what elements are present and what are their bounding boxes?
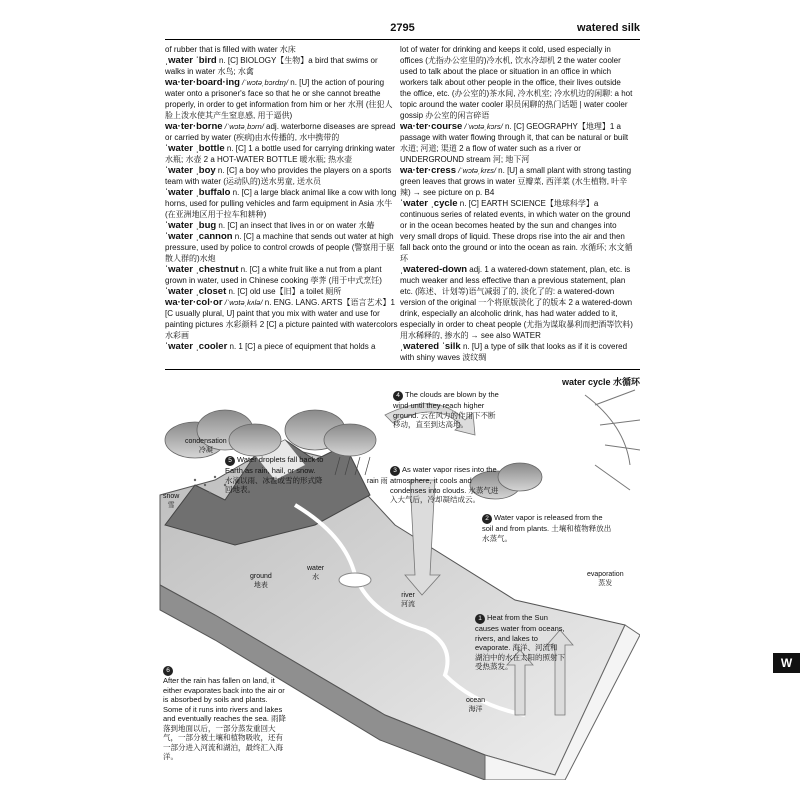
thumb-index-tab: W <box>773 653 800 673</box>
pronunciation: /ˈwɔtəˌkɔrs/ <box>462 122 503 131</box>
headword: ˌwatered ˈsilk <box>400 341 461 352</box>
headword: ˈwater ˌcycle <box>400 198 458 209</box>
label-river: river 河流 <box>401 592 415 608</box>
headword: ˈwater ˌbottle <box>165 143 225 154</box>
dictionary-entry <box>165 55 398 77</box>
definition: adj. 1 a watered-down statement, plan, etc. is much weaker and less effective than a previous statement, plan etc. (陈述、计划等)语气减弱了的, 淡化了的: a watered-down version of the original 一个将原版淡化了的版本 2 a watered-down drink, especially an alcoholic drink, has had water added to it, especially in order to cheat people (尤指为谋取暴利而把酒等饮料)用水稀释的, 掺水的 → see also WATER <box>400 265 633 340</box>
dictionary-entry <box>400 341 633 363</box>
definition: n. [C] 1 a bottle used for carrying drinking water 水瓶; 水壶 2 a HOT-WATER BOTTLE 暖水瓶; 热水壶 <box>165 144 395 164</box>
headword: ˈwater ˌchestnut <box>165 264 239 275</box>
dictionary-entry: lot of water for drinking and keeps it cold, used especially in offices (尤指办公室里的)冷水机, 饮水冷却机 2 the water cooler used to talk about the place or situation in an office in which workers talk about other people in the office, their lives outside the office, etc. (办公室的)茶水间, 冷水机室; 冷水机边的闲聊: a hot topic around the water cooler 职员闲聊的热门话题 | water cooler gossip 办公室的闲言碎语 <box>400 45 633 120</box>
headword: ˈwater ˌbug <box>165 220 217 231</box>
pronunciation: /ˈwɔtəˌkʌlə/ <box>222 298 263 307</box>
step-2: 2 Water vapor is released from the soil and from plants. 土壤和植物释放出水蒸气。 <box>482 513 612 543</box>
definition: n. [C] old use【旧】a toilet 厕所 <box>226 287 342 296</box>
dictionary-entry <box>165 220 398 231</box>
definition: n. 1 [C] a piece of equipment that holds a <box>227 342 376 351</box>
step-3: 3 As water vapor rises into the atmosphere, it cools and condenses into clouds. 水蒸气进入大气后，冷却凝结成云。 <box>390 465 499 504</box>
headword: ˌwater ˈbird <box>165 55 217 66</box>
definition: n. ENG. LANG. ARTS【语言艺术】1 [C usually plural, U] paint that you mix with water and use for painting pictures 水彩颜料 2 [C] a picture painted with watercolors 水彩画 <box>165 298 398 340</box>
step-4: 4 The clouds are blown by the wind until they reach higher ground. 云在风力的作用下不断移动，直至到达高地。 <box>393 390 499 429</box>
dictionary-entry <box>400 121 633 165</box>
dictionary-entry <box>165 121 398 143</box>
definition: n. [U] the action of pouring water onto a prisoner's face so that he or she cannot breathe properly, in order to get information from him or her 水刑 (往犯人脸上泼水使其产生窒息感, 用于逼供) <box>165 78 393 120</box>
figure-title: water cycle 水循环 <box>561 377 640 387</box>
pronunciation: /ˈwɔtəˌkrɛs/ <box>455 166 496 175</box>
dictionary-entry <box>400 198 633 264</box>
dictionary-entry <box>400 165 633 198</box>
step-5: 5 Water droplets fall back to Earth as rain, hail, or snow. 水滴以雨、冰雹或雪的形式降回地表。 <box>225 455 324 494</box>
dictionary-entry <box>165 341 398 352</box>
dictionary-entry <box>165 165 398 187</box>
dictionary-column-left <box>165 44 398 352</box>
page-number: 2795 <box>390 22 415 34</box>
headword: wa·ter·course <box>400 121 463 132</box>
definition: n. [C] an insect that lives in or on water 水蝽 <box>216 221 375 230</box>
definition: n. [C] a boy who provides the players on a sports team with water (运动队的)送水男童, 送水员 <box>165 166 392 186</box>
guide-words: watered silk <box>577 22 640 34</box>
definition: adj. waterborne diseases are spread or carried by water (疾病)由水传播的, 水中携带的 <box>165 122 396 142</box>
headword: wa·ter·board·ing <box>165 77 240 88</box>
dictionary-entry <box>165 187 398 220</box>
headword: ˈwater ˌcannon <box>165 231 233 242</box>
headword: ˈwater ˌboy <box>165 165 216 176</box>
label-water: water 水 <box>307 565 325 581</box>
headword: wa·ter·cress <box>400 165 456 176</box>
headword: wa·ter·col·or <box>165 297 223 308</box>
definition: n. [C] GEOGRAPHY【地理】1 a passage with water flowing through it, that can be natural or built 水道; 河道; 渠道 2 a flow of water such as a river or UNDERGROUND stream 河; 地下河 <box>400 122 629 164</box>
headword: wa·ter·borne <box>165 121 223 132</box>
pronunciation: /ˈwɔtəˌbɔrn/ <box>222 122 264 131</box>
label-snow: snow 雪 <box>163 493 180 509</box>
dictionary-column-right <box>400 44 633 363</box>
label-condensation: condensation 冷凝 <box>185 438 227 454</box>
dictionary-entry <box>165 231 398 264</box>
definition: n. [U] a type of silk that looks as if it is covered with shiny waves 波纹绸 <box>400 342 628 362</box>
dictionary-entry <box>165 264 398 286</box>
step-6: 6 After the rain has fallen on land, it either evaporates back into the air or is absorbed by soils and plants. Some of it runs into rivers and lakes and eventually reaches the sea. 雨降落到地面以后，一部分蒸发重回大气，一部分被土壤和植物吸收，还有一部分进入河流和湖泊，最终汇入海洋。 <box>163 667 286 761</box>
headword: ˈwater ˌcloset <box>165 286 227 297</box>
step-1: 1 Heat from the Sun causes water from oceans, rivers, and lakes to evaporate. 海洋、河流和湖泊中的水在太阳的照射下受热蒸发。 <box>475 613 565 671</box>
definition: n. [C] a large black animal like a cow with long horns, used for pulling vehicles and farm equipment in Asia 水牛 (在亚洲地区用于拉车和耕种) <box>165 188 397 219</box>
sun-icon <box>585 390 640 490</box>
label-evaporation: evaporation 蒸发 <box>587 571 624 587</box>
dictionary-entry <box>165 143 398 165</box>
definition: n. [C] EARTH SCIENCE【地球科学】a continuous series of related events, in which water on the ground or in the ocean becomes heated by the sun and changes into very small drops of liquid. These drops rise into the air and then fall back onto the ground or into the ocean as rain. 水循环; 水文循环 <box>400 199 633 263</box>
definition: n. [C] a machine that sends out water at high pressure, used by police to control crowds of people (警察用于驱散人群的)水炮 <box>165 232 395 263</box>
definition: n. [C] BIOLOGY【生物】a bird that swims or walks in water 水鸟; 水禽 <box>165 56 378 76</box>
dictionary-entry <box>400 264 633 341</box>
label-ocean: ocean 海洋 <box>466 697 486 713</box>
section-divider <box>165 369 640 370</box>
definition: n. [C] a white fruit like a nut from a plant grown in water, used in Chinese cooking 荸荠 (用于中式烹饪) <box>165 265 382 285</box>
page-header <box>165 22 640 40</box>
pronunciation: /ˈwɔtəˌbɔrdɪŋ/ <box>239 78 289 87</box>
dictionary-entry <box>165 286 398 297</box>
headword: ˌwatered-down <box>400 264 468 275</box>
definition: n. [U] a small plant with strong tasting green leaves that grows in water 豆瓣菜, 西洋菜 (水生植物, 叶辛辣) → see picture on p. B4 <box>400 166 632 197</box>
dictionary-entry: of rubber that is filled with water 水床 <box>165 45 296 54</box>
water-cycle-diagram <box>155 385 640 780</box>
label-rain: rain 雨 <box>367 478 388 485</box>
headword: ˈwater ˌbuffalo <box>165 187 231 198</box>
label-ground: ground 地表 <box>250 573 272 589</box>
dictionary-entry <box>165 297 398 341</box>
headword: ˈwater ˌcooler <box>165 341 228 352</box>
dictionary-entry <box>165 77 398 121</box>
